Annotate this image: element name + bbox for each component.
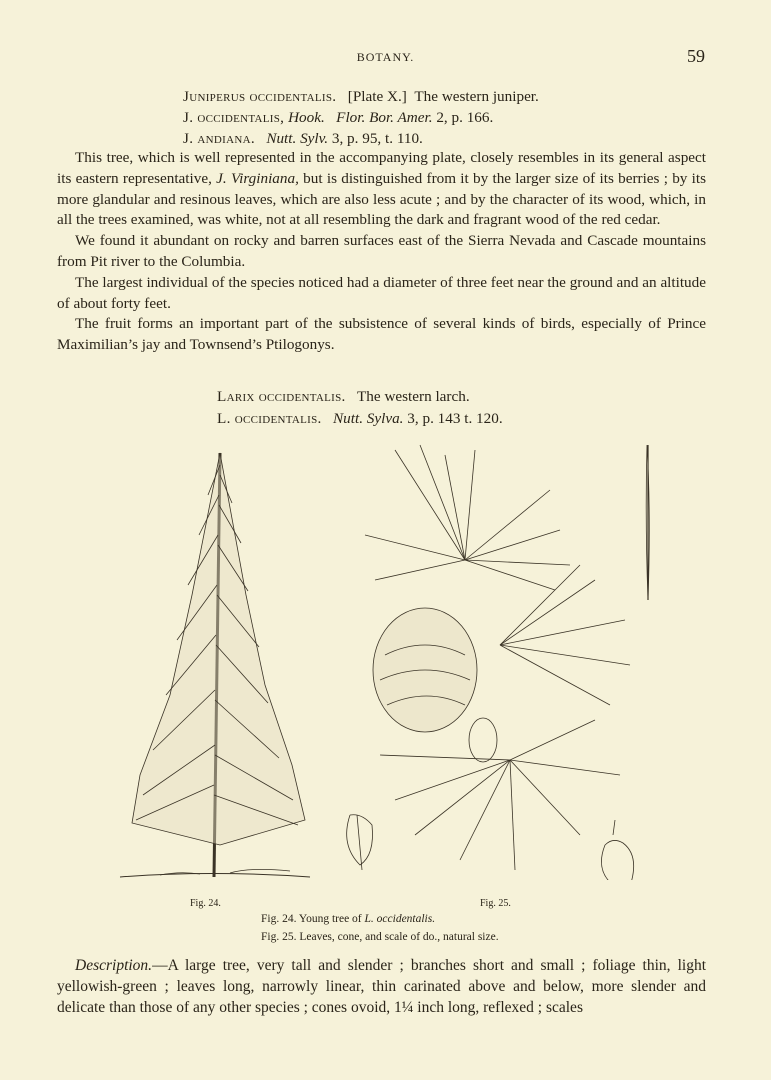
larch-heading bbox=[217, 387, 470, 407]
larch-description bbox=[57, 955, 706, 1018]
running-header: BOTANY. bbox=[356, 50, 415, 64]
synonym-citation: 3, p. 95, t. 110. bbox=[331, 130, 423, 147]
synonym-author: Nutt. Sylv. bbox=[266, 130, 329, 147]
juniper-heading bbox=[183, 87, 539, 107]
juniper-common-name: The western juniper. bbox=[414, 88, 539, 105]
synonym-reference: Flor. Bor. Amer. bbox=[336, 109, 433, 126]
description-lead: Description. bbox=[75, 957, 153, 974]
description-text: —A large tree, very tall and slender ; branches short and small ; foliage thin, light yellowish-green ; leaves long, narrowly linear, thin carinated above and below, more slender and delicate than those of any other species ; cones ovoid, 1¼ inch long, reflexed ; scales bbox=[57, 957, 706, 1016]
synonym-author: Hook. bbox=[288, 109, 325, 126]
paragraph bbox=[57, 955, 706, 1018]
paragraph: The fruit forms an important part of the subsistence of several kinds of birds, especially of Prince Maximilian’s jay and Townsend’s Ptilogonys. bbox=[57, 315, 706, 354]
fig24-label: Fig. 24. bbox=[190, 898, 221, 909]
synonym-citation: 2, p. 166. bbox=[436, 109, 494, 126]
juniper-synonym-2 bbox=[183, 129, 423, 149]
larch-common-name: The western larch. bbox=[357, 388, 470, 405]
fig24-tree-illustration bbox=[100, 445, 325, 895]
juniper-body bbox=[57, 148, 706, 356]
synonym-citation: 3, p. 143 t. 120. bbox=[407, 410, 503, 427]
larch-synonym bbox=[217, 409, 503, 429]
synonym-name: J. occidentalis, bbox=[183, 109, 285, 126]
paragraph: We found it abundant on rocky and barren surfaces east of the Sierra Nevada and Cascade mountains from Pit river to the Columbia. bbox=[57, 232, 706, 270]
paragraph: This tree, which is well represented in the accompanying plate, closely resembles in its general aspect its eastern representative, J. Virginiana, but is distinguished from it by the larger size of its berries ; by its more glandular and resinous leaves, which are also less acute ; and by the character of its wood, which, in all the trees examined, was white, not at all resembling the dark and fragrant wood of the red cedar. bbox=[57, 149, 707, 229]
synonym-name: J. andiana. bbox=[183, 130, 255, 147]
synonym-author: Nutt. Sylva. bbox=[333, 410, 404, 427]
fig25-leaves-illustration bbox=[335, 440, 665, 880]
figure-caption-25: Fig. 25. Leaves, cone, and scale of do., natural size. bbox=[261, 931, 499, 943]
paragraph: The largest individual of the species noticed had a diameter of three feet near the ground and an altitude of about forty feet. bbox=[57, 273, 706, 312]
figure-caption-24: Fig. 24. Young tree of L. occidentalis. bbox=[261, 913, 436, 925]
larch-name: Larix occidentalis. bbox=[217, 388, 346, 405]
juniper-plate-ref: [Plate X.] bbox=[347, 88, 407, 105]
synonym-name: L. occidentalis. bbox=[217, 410, 322, 427]
fig25-label: Fig. 25. bbox=[480, 898, 511, 909]
page-number: 59 bbox=[687, 46, 705, 66]
juniper-name: Juniperus occidentalis. bbox=[183, 88, 337, 105]
juniper-synonym-1 bbox=[183, 108, 493, 128]
